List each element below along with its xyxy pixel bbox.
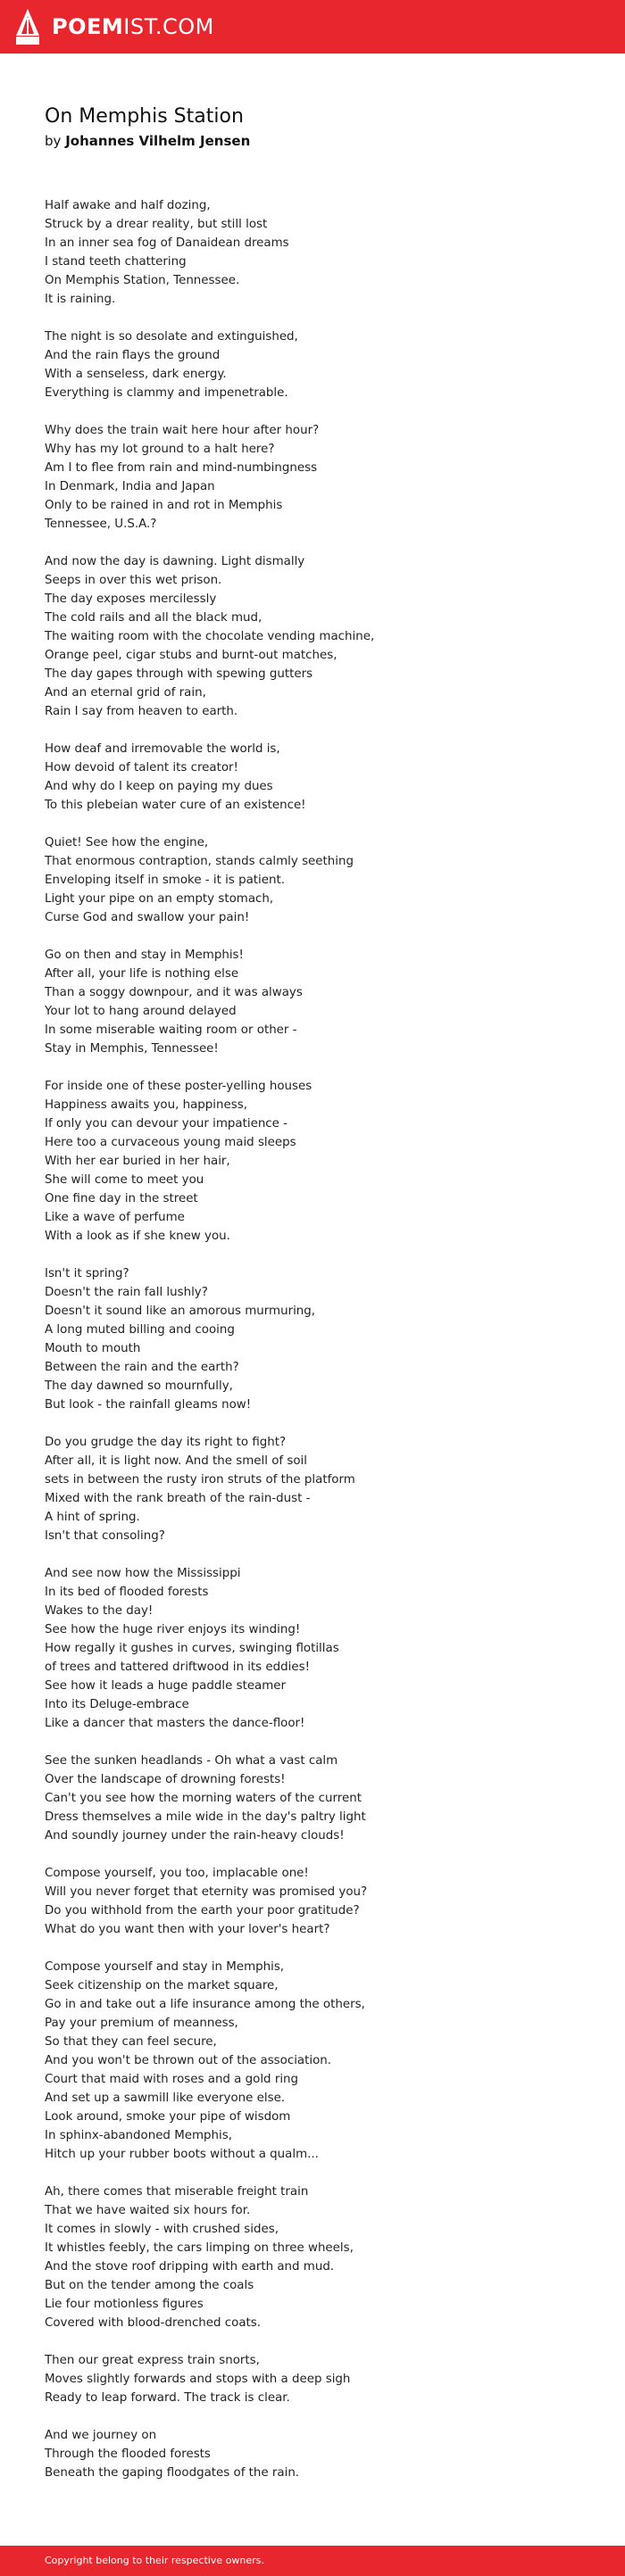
poem-line: After all, your life is nothing else: [45, 967, 239, 981]
poem-line: The day gapes through with spewing gutters: [45, 667, 313, 681]
poem-line: That we have waited six hours for.: [45, 2204, 251, 2217]
poem-line: After all, it is light now. And the smell of soil: [45, 1454, 307, 1468]
poem-line: A hint of spring.: [45, 1511, 140, 1524]
poem-line: Wakes to the day!: [45, 1604, 154, 1618]
poem-line: And why do I keep on paying my dues: [45, 780, 273, 793]
poem-line: Court that maid with roses and a gold ring: [45, 2073, 299, 2086]
poem-line: And set up a sawmill like everyone else.: [45, 2091, 286, 2105]
poem-line: One fine day in the street: [45, 1192, 198, 1205]
poem-line: In an inner sea fog of Danaidean dreams: [45, 236, 289, 250]
logo-light-text: IST.COM: [123, 14, 214, 39]
poem-body: [45, 196, 598, 2501]
poem-line: Seeps in over this wet prison.: [45, 574, 222, 587]
stanza: [45, 1864, 598, 1939]
poem-line: How deaf and irremovable the world is,: [45, 742, 280, 756]
poem-line: Why has my lot ground to a halt here?: [45, 443, 275, 456]
poem-line: Like a dancer that masters the dance-floor!: [45, 1717, 305, 1730]
poem-line: I stand teeth chattering: [45, 255, 187, 269]
poem-line: Covered with blood-drenched coats.: [45, 2316, 262, 2330]
site-logo[interactable]: [52, 13, 214, 40]
poem-line: Pay your premium of meanness,: [45, 2017, 238, 2030]
poem-line: Compose yourself, you too, implacable one!: [45, 1867, 309, 1880]
poem-line: The day dawned so mournfully,: [45, 1379, 233, 1393]
poem-line: The night is so desolate and extinguished,: [45, 330, 298, 344]
by-label: by: [45, 133, 62, 149]
poem-line: Moves slightly forwards and stops with a deep sigh: [45, 2373, 351, 2386]
poem-line: She will come to meet you: [45, 1173, 204, 1187]
poem-line: It comes in slowly - with crushed sides,: [45, 2223, 279, 2236]
stanza: [45, 327, 598, 402]
poem-line: Tennessee, U.S.A.?: [45, 518, 157, 531]
poem-line: And the rain flays the ground: [45, 349, 221, 362]
poem-line: of trees and tattered driftwood in its eddies!: [45, 1661, 310, 1674]
poem-line: And you won't be thrown out of the association.: [45, 2054, 332, 2067]
poem-line: Will you never forget that eternity was promised you?: [45, 1885, 368, 1899]
poem-line: In its bed of flooded forests: [45, 1586, 209, 1599]
site-header: [0, 0, 625, 54]
poem-line: For inside one of these poster-yelling houses: [45, 1080, 312, 1093]
poem-line: Happiness awaits you, happiness,: [45, 1098, 247, 1112]
poem-line: Mouth to mouth: [45, 1342, 141, 1355]
poem-line: Lie four motionless figures: [45, 2298, 204, 2311]
logo-bold-text: POEM: [52, 14, 124, 39]
poem-line: Doesn't it sound like an amorous murmuring,: [45, 1305, 316, 1318]
poem-line: Curse God and swallow your pain!: [45, 911, 250, 924]
poem-line: If only you can devour your impatience -: [45, 1117, 288, 1131]
poem-line: It is raining.: [45, 293, 116, 306]
poem-line: And soundly journey under the rain-heavy clouds!: [45, 1829, 345, 1843]
poem-line: Ah, there comes that miserable freight train: [45, 2185, 309, 2199]
poem-line: Light your pipe on an empty stomach,: [45, 892, 274, 906]
stanza: [45, 421, 598, 534]
poem-line: Go in and take out a life insurance among the others,: [45, 1998, 365, 2011]
poem-line: Why does the train wait here hour after hour?: [45, 424, 320, 437]
poem-line: Half awake and half dozing,: [45, 199, 211, 212]
poem-line: What do you want then with your lover's heart?: [45, 1923, 330, 1936]
poem-line: Seek citizenship on the market square,: [45, 1979, 279, 1992]
poem-line: See the sunken headlands - Oh what a vast calm: [45, 1754, 338, 1768]
poem-line: Here too a curvaceous young maid sleeps: [45, 1136, 296, 1149]
poem-line: And the stove roof dripping with earth and mud.: [45, 2260, 335, 2274]
stanza: [45, 946, 598, 1058]
site-footer: [0, 2546, 625, 2576]
poem-line: Am I to flee from rain and mind-numbingness: [45, 461, 318, 475]
poem-line: Ready to leap forward. The track is clear.: [45, 2391, 290, 2405]
stanza: [45, 2426, 598, 2482]
poem-line: In Denmark, India and Japan: [45, 480, 215, 493]
stanza: [45, 2183, 598, 2332]
stanza: [45, 1958, 598, 2164]
poem-line: Go on then and stay in Memphis!: [45, 948, 244, 962]
poem-line: Rain I say from heaven to earth.: [45, 705, 238, 718]
poem-line: See how the huge river enjoys its winding!: [45, 1623, 301, 1636]
stanza: [45, 2351, 598, 2407]
poem-line: Like a wave of perfume: [45, 1211, 185, 1224]
poem-line: Isn't it spring?: [45, 1267, 129, 1280]
pen-nib-icon[interactable]: [16, 9, 39, 45]
stanza: [45, 196, 598, 309]
poem-line: Dress themselves a mile wide in the day's paltry light: [45, 1810, 366, 1824]
poem-line: Do you withhold from the earth your poor gratitude?: [45, 1904, 360, 1918]
poem-line: In sphinx-abandoned Memphis,: [45, 2129, 232, 2142]
poem-line: Between the rain and the earth?: [45, 1361, 239, 1374]
poem-line: Your lot to hang around delayed: [45, 1005, 237, 1018]
poem-line: With a senseless, dark energy.: [45, 368, 227, 381]
stanza: [45, 1433, 598, 1545]
poem-line: But on the tender among the coals: [45, 2279, 254, 2292]
poem-line: See how it leads a huge paddle steamer: [45, 1679, 287, 1693]
poem-line: And we journey on: [45, 2429, 157, 2442]
poem-line: But look - the rainfall gleams now!: [45, 1398, 252, 1412]
byline: [45, 132, 250, 150]
poem-line: Compose yourself and stay in Memphis,: [45, 1960, 285, 1974]
stanza: [45, 552, 598, 721]
poem-line: The cold rails and all the black mud,: [45, 611, 262, 625]
poem-line: Quiet! See how the engine,: [45, 836, 209, 849]
stanza: [45, 740, 598, 815]
poem-line: How regally it gushes in curves, swinging flotillas: [45, 1642, 339, 1655]
poem-line: Into its Deluge-embrace: [45, 1698, 189, 1711]
poem-line: Then our great express train snorts,: [45, 2354, 260, 2367]
poem-line: The waiting room with the chocolate vending machine,: [45, 630, 375, 643]
poem-title: On Memphis Station: [45, 105, 244, 128]
poem-line: Struck by a drear reality, but still lost: [45, 218, 268, 231]
poem-line: In some miserable waiting room or other -: [45, 1023, 297, 1037]
poem-line: Doesn't the rain fall lushly?: [45, 1286, 208, 1299]
stanza: [45, 1264, 598, 1414]
poem-line: The day exposes mercilessly: [45, 592, 217, 606]
poem-line: Over the landscape of drowning forests!: [45, 1773, 286, 1786]
poem-line: With a look as if she knew you.: [45, 1230, 230, 1243]
poem-line: Do you grudge the day its right to fight?: [45, 1436, 287, 1449]
poem-line: It whistles feebly, the cars limping on three wheels,: [45, 2241, 354, 2255]
poem-line: Everything is clammy and impenetrable.: [45, 386, 288, 400]
stanza: [45, 1077, 598, 1246]
poem-line: Enveloping itself in smoke - it is patient.: [45, 874, 285, 887]
poem-line: Beneath the gaping floodgates of the rain.: [45, 2466, 300, 2480]
author-link[interactable]: Johannes Vilhelm Jensen: [65, 133, 251, 149]
poem-line: A long muted billing and cooing: [45, 1323, 235, 1337]
stanza: [45, 1564, 598, 1733]
poem-line: On Memphis Station, Tennessee.: [45, 274, 240, 287]
poem-line: With her ear buried in her hair,: [45, 1155, 230, 1168]
poem-line: Orange peel, cigar stubs and burnt-out matches,: [45, 649, 338, 662]
poem-line: That enormous contraption, stands calmly seething: [45, 855, 354, 868]
poem-line: Hitch up your rubber boots without a qualm...: [45, 2148, 319, 2161]
poem-line: Only to be rained in and rot in Memphis: [45, 499, 283, 512]
stanza: [45, 1752, 598, 1845]
poem-line: Mixed with the rank breath of the rain-dust -: [45, 1492, 311, 1505]
poem-line: To this plebeian water cure of an existence!: [45, 799, 306, 812]
poem-line: Can't you see how the morning waters of the current: [45, 1792, 362, 1805]
poem-line: Than a soggy downpour, and it was always: [45, 986, 303, 999]
poem-line: How devoid of talent its creator!: [45, 761, 238, 774]
poem-line: Through the flooded forests: [45, 2448, 211, 2461]
poem-line: And an eternal grid of rain,: [45, 686, 206, 700]
stanza: [45, 833, 598, 927]
poem-line: Stay in Memphis, Tennessee!: [45, 1042, 219, 1056]
poem-line: And see now how the Mississippi: [45, 1567, 241, 1580]
copyright-text: Copyright belong to their respective owners.: [45, 2555, 264, 2566]
poem-line: Look around, smoke your pipe of wisdom: [45, 2110, 291, 2124]
poem-line: So that they can feel secure,: [45, 2035, 217, 2049]
poem-line: And now the day is dawning. Light dismally: [45, 555, 305, 568]
poem-line: Isn't that consoling?: [45, 1529, 165, 1543]
poem-line: sets in between the rusty iron struts of the platform: [45, 1473, 355, 1487]
